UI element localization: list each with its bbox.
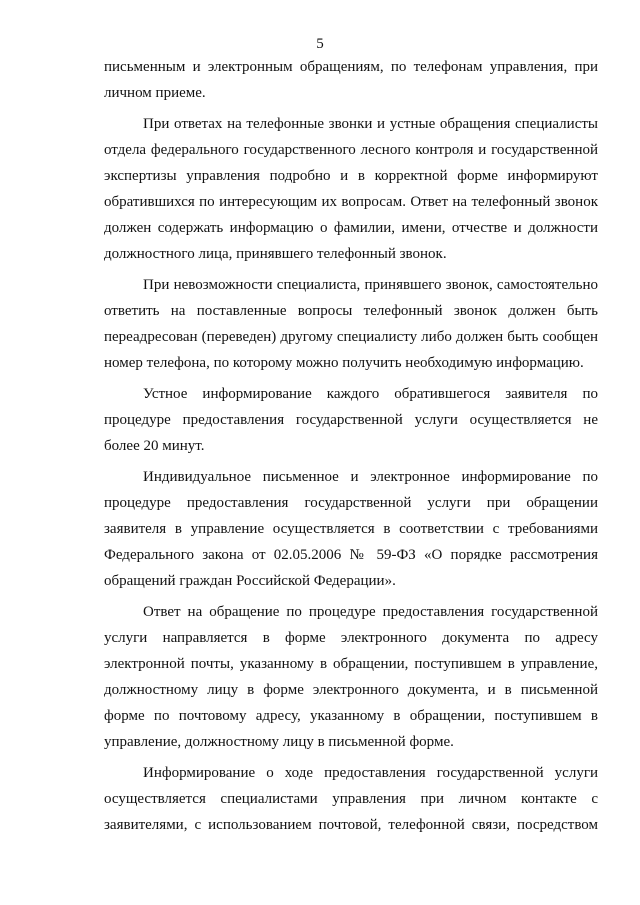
- text-line: услуги направляется в форме электронного документа по адресу: [104, 630, 598, 646]
- text-line: Индивидуальное письменное и электронное информирование по: [143, 469, 598, 485]
- text-line: ответить на поставленные вопросы телефонный звонок должен быть: [104, 303, 598, 319]
- text-line: обратившихся по интересующим их вопросам. Ответ на телефонный звонок: [104, 194, 598, 210]
- paragraph-continuation: [104, 54, 598, 106]
- paragraph-oral-info: [104, 381, 598, 459]
- text-line: При ответах на телефонные звонки и устные обращения специалисты: [143, 116, 598, 132]
- paragraph-call-redirect: [104, 272, 598, 376]
- text-line: Устное информирование каждого обратившегося заявителя по: [143, 386, 598, 402]
- paragraph-written-info: [104, 464, 598, 594]
- text-line: должностного лица, принявшего телефонный звонок.: [104, 246, 447, 262]
- text-line: процедуре предоставления государственной услуги осуществляется не: [104, 412, 598, 428]
- text-line: номер телефона, по которому можно получить необходимую информацию.: [104, 355, 584, 371]
- text-line: заявителями, с использованием почтовой, телефонной связи, посредством: [104, 817, 598, 833]
- text-line: переадресован (переведен) другому специалисту либо должен быть сообщен: [104, 329, 598, 345]
- text-line: отдела федерального государственного лесного контроля и государственной: [104, 142, 598, 158]
- text-line: управление, должностному лицу в письменной форме.: [104, 734, 454, 750]
- text-line: экспертизы управления подробно и в корректной форме информируют: [104, 168, 598, 184]
- text-line: форме по почтовому адресу, указанному в обращении, поступившем в: [104, 708, 598, 724]
- text-line: При невозможности специалиста, принявшего звонок, самостоятельно: [143, 277, 598, 293]
- paragraph-phone-answers: [104, 111, 598, 267]
- page-number: 5: [316, 36, 324, 52]
- text-line: обращений граждан Российской Федерации».: [104, 573, 396, 589]
- document-body: [104, 54, 598, 838]
- text-line: более 20 минут.: [104, 438, 205, 454]
- text-line: Информирование о ходе предоставления государственной услуги: [143, 765, 598, 781]
- paragraph-response-delivery: [104, 599, 598, 755]
- text-line: Федерального закона от 02.05.2006 № 59-ФЗ «О порядке рассмотрения: [104, 547, 598, 563]
- paragraph-progress-info: [104, 760, 598, 838]
- text-line: должен содержать информацию о фамилии, имени, отчестве и должности: [104, 220, 598, 236]
- text-line: процедуре предоставления государственной услуги при обращении: [104, 495, 598, 511]
- text-line: электронной почты, указанному в обращении, поступившем в управление,: [104, 656, 598, 672]
- text-line: заявителя в управление осуществляется в соответствии с требованиями: [104, 521, 598, 537]
- text-line: личном приеме.: [104, 85, 206, 101]
- text-line: осуществляется специалистами управления при личном контакте с: [104, 791, 598, 807]
- text-line: должностному лицу в форме электронного документа, и в письменной: [104, 682, 598, 698]
- text-line: письменным и электронным обращениям, по телефонам управления, при: [104, 59, 598, 75]
- text-line: Ответ на обращение по процедуре предоставления государственной: [143, 604, 598, 620]
